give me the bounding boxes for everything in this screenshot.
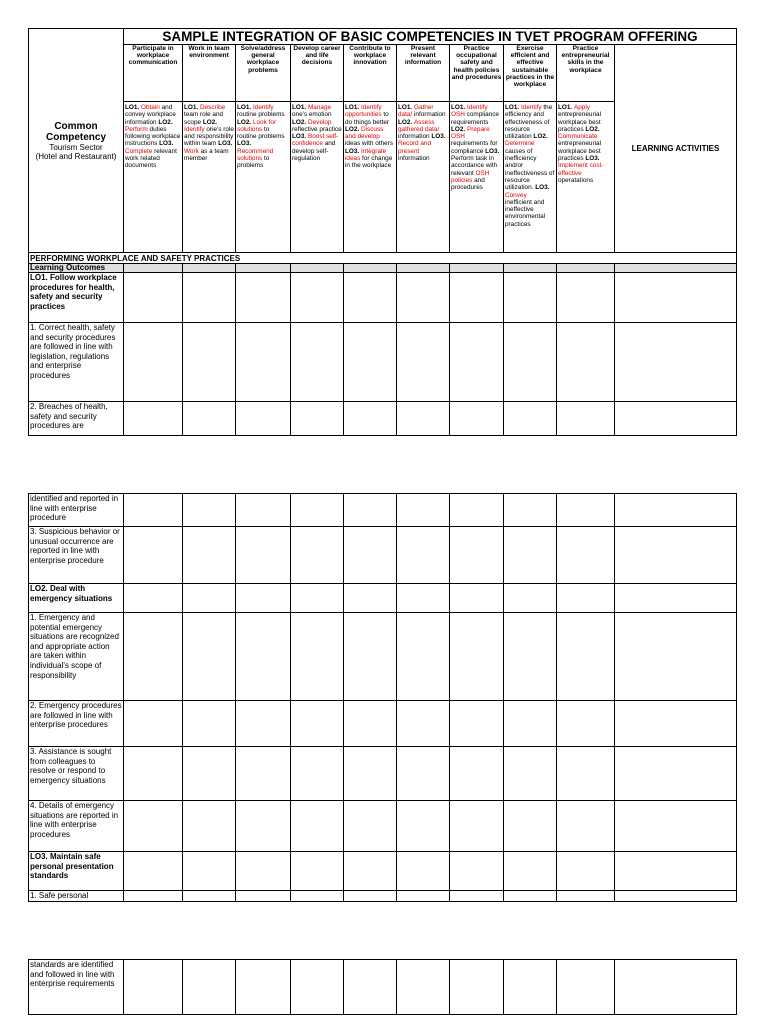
empty-cell — [236, 264, 291, 273]
outcome-cell: identified and reported in line with enterprise procedure — [29, 494, 124, 527]
competency-table-continued — [28, 493, 737, 902]
empty-cell — [183, 701, 236, 747]
lo-text: information — [412, 111, 446, 119]
lo-text: Recommend solutions — [237, 147, 274, 163]
lo-text: Implement cost-effective — [558, 162, 604, 177]
empty-cell — [183, 323, 236, 402]
lo-text: requirements for compliance — [451, 140, 498, 155]
outcome-cell: 2. Emergency procedures are followed in line with enterprise procedures — [29, 701, 124, 747]
empty-cell — [615, 801, 737, 852]
empty-cell — [504, 402, 557, 436]
empty-cell — [397, 273, 450, 323]
empty-cell — [291, 852, 344, 891]
lo-number: LO1. — [184, 104, 200, 111]
empty-cell — [450, 891, 504, 902]
lo-number: LO2. — [398, 118, 414, 126]
empty-cell — [183, 960, 236, 1015]
empty-cell — [124, 613, 183, 701]
lo-text: information — [398, 155, 430, 163]
lo-text: to problems — [237, 155, 270, 170]
lo-text: Discuss and develop — [345, 125, 384, 141]
empty-cell — [291, 960, 344, 1015]
empty-cell — [397, 527, 450, 584]
empty-cell — [124, 494, 183, 527]
empty-cell — [344, 701, 397, 747]
empty-cell — [557, 402, 615, 436]
table-row — [29, 801, 737, 852]
lo-number: LO3. — [585, 155, 600, 163]
lo-text: entrepreneurial workplace best practices — [558, 140, 601, 163]
lo-number: LO3. — [485, 147, 500, 155]
outcome-cell: LO3. Maintain safe personal presentation standards — [29, 852, 124, 891]
empty-cell — [397, 584, 450, 613]
empty-cell — [236, 613, 291, 701]
empty-cell — [344, 584, 397, 613]
lo-number: LO3. — [292, 133, 308, 141]
table-row — [29, 701, 737, 747]
outcome-cell: 1. Emergency and potential emergency situations are recognized and appropriate action are taken within individual's scope of responsibility — [29, 613, 124, 701]
empty-cell — [291, 891, 344, 902]
empty-cell — [557, 273, 615, 323]
lo-text: Apply — [573, 104, 590, 111]
lo-number: LO2. — [585, 125, 600, 133]
empty-cell — [615, 584, 737, 613]
empty-cell — [504, 273, 557, 323]
table-row — [29, 891, 737, 902]
empty-cell — [183, 527, 236, 584]
empty-cell — [557, 960, 615, 1015]
empty-cell — [291, 264, 344, 273]
lo-number: LO3. — [345, 147, 361, 155]
competency-learning-outcomes — [236, 102, 291, 253]
empty-cell — [504, 852, 557, 891]
lo-text: as a team member — [184, 147, 229, 163]
outcome-cell: LO1. Follow workplace procedures for health, safety and security practices — [29, 273, 124, 323]
empty-cell — [504, 801, 557, 852]
empty-cell — [397, 747, 450, 801]
empty-cell — [124, 747, 183, 801]
empty-cell — [504, 960, 557, 1015]
lo-text: Integrate ideas — [345, 147, 387, 163]
competency-learning-outcomes — [557, 102, 615, 253]
lo-text: Develop — [307, 118, 332, 126]
lo-text: Boost self-confidence — [292, 133, 339, 148]
outcome-cell: LO2. Deal with emergency situations — [29, 584, 124, 613]
lo-number: LO1. — [558, 104, 574, 111]
empty-cell — [236, 852, 291, 891]
empty-cell — [124, 402, 183, 436]
table-row — [29, 494, 737, 527]
empty-cell — [557, 613, 615, 701]
lo-number: LO2. — [451, 125, 467, 133]
lo-number: LO1. — [345, 104, 361, 111]
lo-number: LO1. — [505, 104, 521, 111]
empty-cell — [504, 747, 557, 801]
empty-cell — [344, 494, 397, 527]
competency-header: Practice entrepreneurial skills in the workplace — [557, 45, 615, 102]
lo-text: team role and scope — [184, 111, 224, 126]
lo-text: Look for solutions — [237, 118, 277, 133]
empty-cell — [397, 402, 450, 436]
empty-cell — [450, 701, 504, 747]
sector-label: Tourism Sector — [49, 142, 103, 152]
empty-cell — [397, 613, 450, 701]
empty-cell — [124, 801, 183, 852]
competency-header: Practice occupational safety and health policies and procedures — [450, 45, 504, 102]
lo-text: Identify — [252, 104, 274, 111]
lo-text: relevant work related documents — [125, 147, 177, 170]
lo-text: Identify opportunities — [345, 104, 382, 119]
lo-text: causes of inefficiency and/or ineffectiveness of resource utilization. — [505, 147, 555, 192]
empty-cell — [615, 527, 737, 584]
empty-cell — [291, 747, 344, 801]
empty-cell — [344, 323, 397, 402]
outcome-cell: 1. Safe personal — [29, 891, 124, 902]
empty-cell — [450, 584, 504, 613]
competency-header: Present relevant information — [397, 45, 450, 102]
empty-cell — [557, 852, 615, 891]
competency-learning-outcomes — [124, 102, 183, 253]
lo-text: compliance requirements — [451, 111, 499, 126]
page3-rows — [29, 960, 737, 1015]
page-title: SAMPLE INTEGRATION OF BASIC COMPETENCIES IN TVET PROGRAM OFFERING — [124, 29, 737, 45]
empty-cell — [504, 494, 557, 527]
empty-cell — [124, 584, 183, 613]
lo-number: LO2. — [292, 118, 308, 126]
empty-cell — [615, 852, 737, 891]
lo-text: Identify — [520, 104, 542, 111]
empty-cell — [291, 273, 344, 323]
lo-text: reflective practice — [292, 125, 342, 133]
learning-activities-header: LEARNING ACTIVITIES — [615, 45, 737, 253]
competency-header: Exercise efficient and effective sustainable practices in the workplace — [504, 45, 557, 102]
empty-cell — [236, 527, 291, 584]
competency-learning-outcomes — [291, 102, 344, 253]
lo-number: LO1. — [398, 104, 414, 111]
table-row — [29, 323, 737, 402]
empty-cell — [557, 747, 615, 801]
empty-cell — [504, 891, 557, 902]
empty-cell — [397, 323, 450, 402]
empty-cell — [450, 613, 504, 701]
empty-cell — [291, 323, 344, 402]
empty-cell — [236, 891, 291, 902]
common-competency-header — [29, 29, 124, 253]
empty-cell — [344, 402, 397, 436]
empty-cell — [291, 584, 344, 613]
lo-text: routine problems — [237, 111, 285, 119]
lo-text: Communicate — [558, 133, 598, 141]
lo-number: LO3. — [535, 184, 550, 192]
empty-cell — [236, 801, 291, 852]
table-row — [29, 527, 737, 584]
table-row — [29, 402, 737, 436]
empty-cell — [291, 402, 344, 436]
page1-rows — [29, 273, 737, 436]
empty-cell — [344, 801, 397, 852]
lo-text: to routine problems — [237, 125, 285, 141]
competency-header: Work in team environment — [183, 45, 236, 102]
lo-number: LO2. — [237, 118, 253, 126]
empty-cell — [236, 701, 291, 747]
empty-cell — [557, 527, 615, 584]
lo-text: and convey workplace information — [125, 104, 176, 126]
lo-number: LO3. — [431, 133, 446, 141]
empty-cell — [183, 402, 236, 436]
lo-text: and develop self-regulation — [292, 140, 336, 163]
empty-cell — [504, 323, 557, 402]
empty-cell — [615, 273, 737, 323]
empty-cell — [504, 613, 557, 701]
lo-number: LO1. — [237, 104, 253, 111]
lo-text: Perform — [125, 125, 148, 133]
empty-cell — [397, 801, 450, 852]
lo-text: entrepreneurial workplace best practices — [558, 111, 601, 133]
lo-text: information — [398, 133, 432, 141]
table-row — [29, 747, 737, 801]
outcome-cell: 2. Breaches of health, safety and security procedures are — [29, 402, 124, 436]
empty-cell — [615, 264, 737, 273]
empty-cell — [557, 494, 615, 527]
page2-rows — [29, 494, 737, 902]
common-competency-label: Common Competency — [45, 120, 106, 143]
empty-cell — [615, 402, 737, 436]
empty-cell — [615, 747, 737, 801]
empty-cell — [344, 747, 397, 801]
table-row — [29, 960, 737, 1015]
lo-text: duties following workplace instructions — [125, 125, 181, 148]
empty-cell — [124, 960, 183, 1015]
lo-text: Complete — [125, 147, 153, 155]
lo-text: Record and present — [398, 140, 432, 155]
learning-outcomes-row — [29, 264, 737, 273]
lo-text: Manage — [307, 104, 332, 111]
empty-cell — [124, 323, 183, 402]
lo-number: LO2. — [202, 118, 218, 126]
empty-cell — [124, 852, 183, 891]
competency-header: Develop career and life decisions — [291, 45, 344, 102]
empty-cell — [615, 701, 737, 747]
lo-text: Determine — [505, 140, 535, 148]
empty-cell — [236, 323, 291, 402]
lo-number: LO2. — [345, 125, 361, 133]
competency-header: Contribute to workplace innovation — [344, 45, 397, 102]
empty-cell — [183, 273, 236, 323]
lo-text: ideas with others — [345, 140, 393, 148]
outcome-cell: standards are identified and followed in line with enterprise requirements — [29, 960, 124, 1015]
empty-cell — [615, 613, 737, 701]
competency-learning-outcomes — [397, 102, 450, 253]
table-row — [29, 613, 737, 701]
lo-number: LO3. — [237, 140, 252, 148]
section-title: PERFORMING WORKPLACE AND SAFETY PRACTICES — [29, 253, 737, 264]
empty-cell — [291, 701, 344, 747]
empty-cell — [504, 527, 557, 584]
empty-cell — [397, 494, 450, 527]
lo-text: and procedures — [451, 176, 485, 192]
lo-number: LO1. — [451, 104, 467, 111]
empty-cell — [504, 264, 557, 273]
empty-cell — [183, 891, 236, 902]
empty-cell — [397, 264, 450, 273]
empty-cell — [124, 264, 183, 273]
empty-cell — [450, 494, 504, 527]
lo-text: Identify — [184, 125, 205, 133]
lo-text: inefficient and ineffective environmental practices — [505, 198, 546, 228]
lo-text: Gather data/ — [398, 104, 434, 119]
competency-row — [29, 45, 737, 102]
empty-cell — [291, 801, 344, 852]
empty-cell — [450, 323, 504, 402]
empty-cell — [344, 852, 397, 891]
empty-cell — [183, 747, 236, 801]
table-row — [29, 852, 737, 891]
empty-cell — [450, 527, 504, 584]
empty-cell — [557, 801, 615, 852]
empty-cell — [450, 402, 504, 436]
lo-text: Convey — [505, 191, 527, 199]
empty-cell — [183, 264, 236, 273]
empty-cell — [557, 891, 615, 902]
empty-cell — [397, 891, 450, 902]
competency-header: Participate in workplace communication — [124, 45, 183, 102]
empty-cell — [124, 891, 183, 902]
empty-cell — [557, 584, 615, 613]
learning-outcomes-label: Learning Outcomes — [29, 264, 124, 273]
empty-cell — [557, 701, 615, 747]
empty-cell — [183, 613, 236, 701]
lo-text: for change in the workplace — [345, 155, 393, 170]
empty-cell — [344, 960, 397, 1015]
empty-cell — [504, 701, 557, 747]
empty-cell — [291, 494, 344, 527]
empty-cell — [450, 273, 504, 323]
lo-text: Prepare OSH — [451, 125, 490, 141]
empty-cell — [236, 494, 291, 527]
empty-cell — [450, 264, 504, 273]
empty-cell — [615, 494, 737, 527]
empty-cell — [450, 852, 504, 891]
empty-cell — [450, 747, 504, 801]
lo-text: to do things better — [345, 111, 390, 126]
lo-text: Describe — [199, 104, 226, 111]
competency-table-continued-2 — [28, 959, 737, 1015]
empty-cell — [124, 701, 183, 747]
outcome-cell: 3. Assistance is sought from colleagues to resolve or respond to emergency situations — [29, 747, 124, 801]
empty-cell — [397, 701, 450, 747]
lo-text: the efficiency and effectiveness of resource utilization — [505, 104, 553, 141]
lo-text: one's emotion — [292, 111, 332, 119]
empty-cell — [397, 960, 450, 1015]
empty-cell — [183, 584, 236, 613]
empty-cell — [236, 402, 291, 436]
empty-cell — [615, 323, 737, 402]
empty-cell — [236, 273, 291, 323]
empty-cell — [450, 801, 504, 852]
lo-number: LO1. — [292, 104, 308, 111]
lo-number: LO3. — [159, 140, 174, 148]
competency-learning-outcomes — [504, 102, 557, 253]
empty-cell — [557, 264, 615, 273]
empty-cell — [183, 852, 236, 891]
empty-cell — [344, 527, 397, 584]
empty-cell — [236, 960, 291, 1015]
empty-cell — [450, 960, 504, 1015]
lo-text: operatations — [558, 176, 594, 184]
competency-integration-table — [28, 28, 737, 436]
subsector-label: (Hotel and Restaurant) — [35, 151, 117, 161]
empty-cell — [344, 273, 397, 323]
empty-cell — [615, 960, 737, 1015]
lo-number: LO2. — [158, 118, 173, 126]
empty-cell — [236, 747, 291, 801]
competency-header: Solve/address general workplace problems — [236, 45, 291, 102]
empty-cell — [615, 891, 737, 902]
empty-cell — [504, 584, 557, 613]
lo-text: Perform task in accordance with relevant — [451, 155, 498, 177]
empty-cell — [557, 323, 615, 402]
lo-text: Assess gathered data/ — [398, 118, 440, 133]
empty-cell — [397, 852, 450, 891]
competency-learning-outcomes — [183, 102, 236, 253]
outcome-cell: 4. Details of emergency situations are reported in line with enterprise procedures — [29, 801, 124, 852]
empty-cell — [183, 494, 236, 527]
lo-text: OSH policies — [451, 169, 490, 184]
lo-text: Obtain — [140, 104, 160, 111]
empty-cell — [344, 891, 397, 902]
lo-text: one's role and responsibility within team — [184, 125, 234, 148]
lo-number: LO1. — [125, 104, 141, 111]
lo-text: Identify OSH — [451, 104, 488, 119]
lo-number: LO3. — [218, 140, 233, 148]
empty-cell — [236, 584, 291, 613]
empty-cell — [344, 613, 397, 701]
empty-cell — [124, 273, 183, 323]
outcome-cell: 3. Suspicious behavior or unusual occurrence are reported in line with enterprise procedure — [29, 527, 124, 584]
competency-learning-outcomes — [450, 102, 504, 253]
outcome-cell: 1. Correct health, safety and security procedures are followed in line with legislation, regulations and enterprise procedures — [29, 323, 124, 402]
empty-cell — [183, 801, 236, 852]
empty-cell — [291, 527, 344, 584]
empty-cell — [344, 264, 397, 273]
lo-number: LO2. — [533, 133, 548, 141]
empty-cell — [291, 613, 344, 701]
table-row — [29, 273, 737, 323]
lo-text: Work — [184, 147, 199, 155]
table-row — [29, 584, 737, 613]
empty-cell — [124, 527, 183, 584]
competency-learning-outcomes — [344, 102, 397, 253]
